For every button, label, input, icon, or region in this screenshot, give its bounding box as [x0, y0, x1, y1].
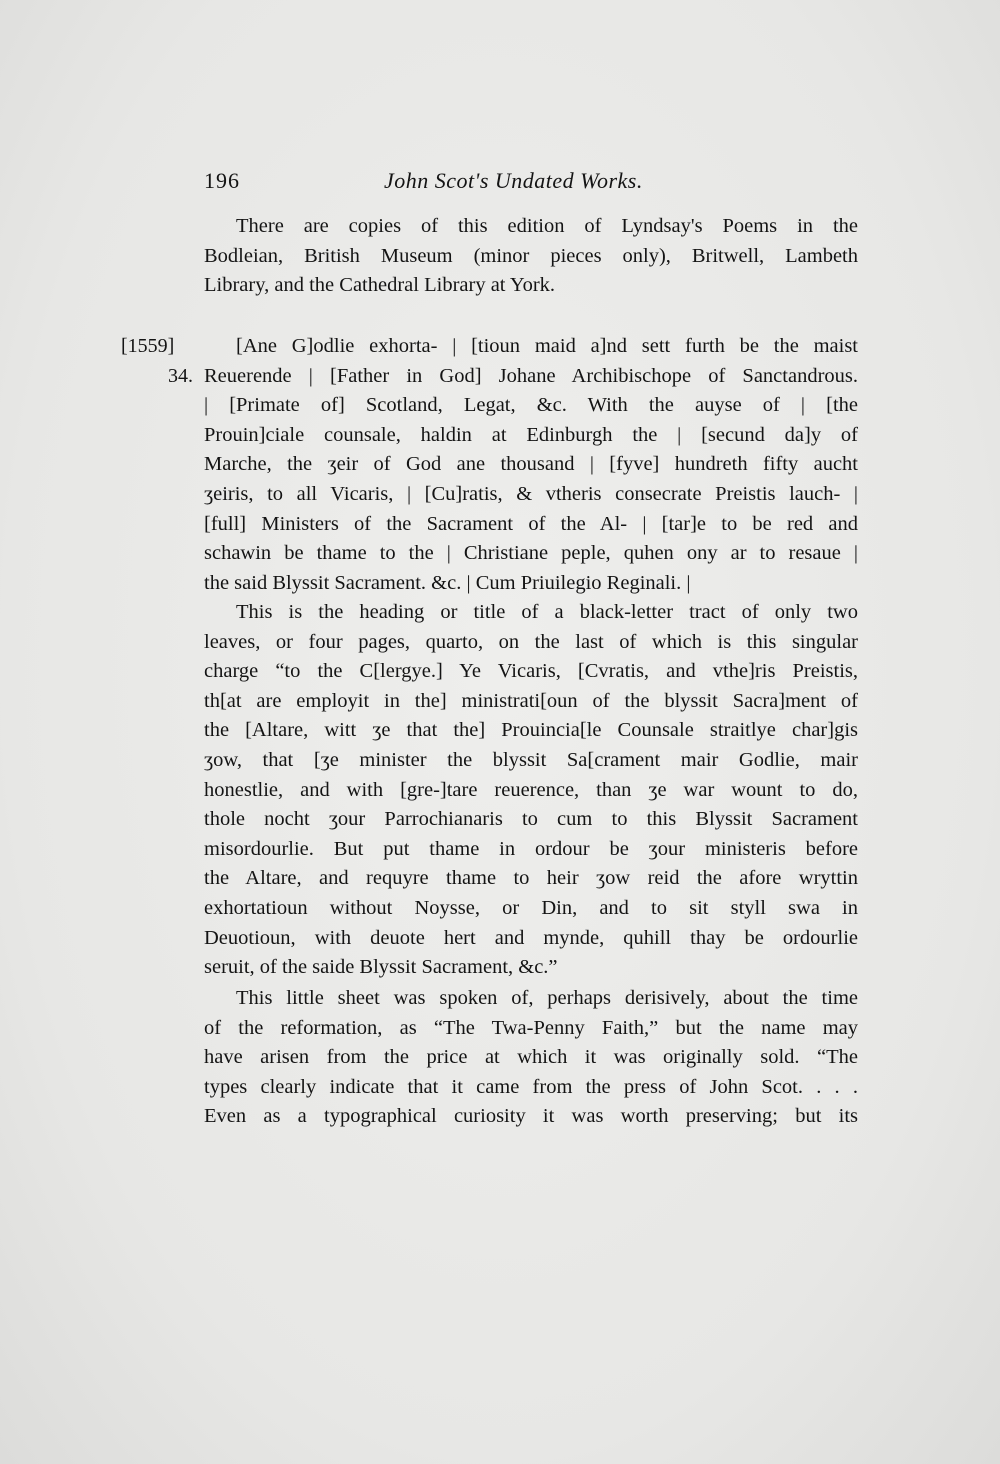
- text-line: There are copies of this edition of Lyndsay's Poems in the: [236, 215, 858, 237]
- text-line: schawin be thame to the | Christiane peple, quhen ony ar to resaue |: [204, 542, 858, 565]
- text-line: exhortatioun without Noysse, or Din, and to sit styll swa in: [204, 896, 858, 919]
- page-header: [204, 168, 858, 198]
- text-line: have arisen from the price at which it was originally sold. “The: [204, 1046, 858, 1069]
- text-line: Prouin]ciale counsale, haldin at Edinburgh the | [secund da]y of: [204, 423, 858, 446]
- text-line: the said Blyssit Sacrament. &c. | Cum Priuilegio Reginali. |: [204, 571, 691, 594]
- text-line: ʒeiris, to all Vicaris, | [Cu]ratis, & vtheris consecrate Preistis lauch- |: [204, 482, 858, 505]
- text-line: charge “to the C[lergye.] Ye Vicaris, [Cvratis, and vthe]ris Preistis,: [204, 660, 858, 683]
- margin-note-number: 34.: [168, 365, 193, 387]
- paragraph-twa-penny-faith: [204, 984, 858, 1132]
- text-line: seruit, of the saide Blyssit Sacrament, &c.”: [204, 956, 558, 979]
- text-line: Deuotioun, with deuote hert and mynde, quhill thay be ordourlie: [204, 926, 858, 949]
- text-line: Reuerende | [Father in God] Johane Archibischope of Sanctandrous.: [204, 364, 858, 387]
- text-line: leaves, or four pages, quarto, on the last of which is this singular: [204, 630, 858, 653]
- text-line: the [Altare, witt ʒe that the] Prouincia[le Counsale straitlye char]gis: [204, 719, 858, 742]
- text-line: thole nocht ʒour Parrochianaris to cum to this Blyssit Sacrament: [204, 808, 858, 831]
- text-line: th[at are employit in the] ministrati[oun of the blyssit Sacra]ment of: [204, 689, 858, 712]
- text-line: This is the heading or title of a black-letter tract of only two: [236, 601, 858, 623]
- text-line: types clearly indicate that it came from the press of John Scot. . . .: [204, 1075, 858, 1098]
- margin-note-year: [1559]: [121, 335, 175, 357]
- paragraph-copies: [204, 212, 858, 301]
- text-line: [full] Ministers of the Sacrament of the Al- | [tar]e to be red and: [204, 512, 858, 535]
- text-line: honestlie, and with [gre-]tare reuerence, than ʒe war wount to do,: [204, 778, 858, 801]
- paragraph-heading-description: [204, 598, 858, 983]
- text-line: Even as a typographical curiosity it was worth preserving; but its: [204, 1105, 858, 1128]
- text-line: Marche, the ʒeir of God ane thousand | [fyve] hundreth fifty aucht: [204, 453, 858, 476]
- text-line: [Ane G]odlie exhorta- | [tioun maid a]nd sett furth be the maist: [236, 335, 858, 357]
- text-line: of the reformation, as “The Twa-Penny Faith,” but the name may: [204, 1016, 858, 1039]
- running-title: John Scot's Undated Works.: [384, 168, 643, 193]
- page-number: 196: [204, 168, 240, 193]
- text-line: misordourlie. But put thame in ordour be ʒour ministeris before: [204, 837, 858, 860]
- paragraph-title-entry: [204, 332, 858, 598]
- text-line: Library, and the Cathedral Library at York.: [204, 274, 556, 297]
- text-line: This little sheet was spoken of, perhaps derisively, about the time: [236, 987, 858, 1009]
- text-line: | [Primate of] Scotland, Legat, &c. With the auyse of | [the: [204, 394, 858, 417]
- text-line: ʒow, that [ʒe minister the blyssit Sa[crament mair Godlie, mair: [204, 748, 858, 771]
- text-line: Bodleian, British Museum (minor pieces only), Britwell, Lambeth: [204, 244, 858, 267]
- text-line: the Altare, and requyre thame to heir ʒow reid the afore wryttin: [204, 867, 858, 890]
